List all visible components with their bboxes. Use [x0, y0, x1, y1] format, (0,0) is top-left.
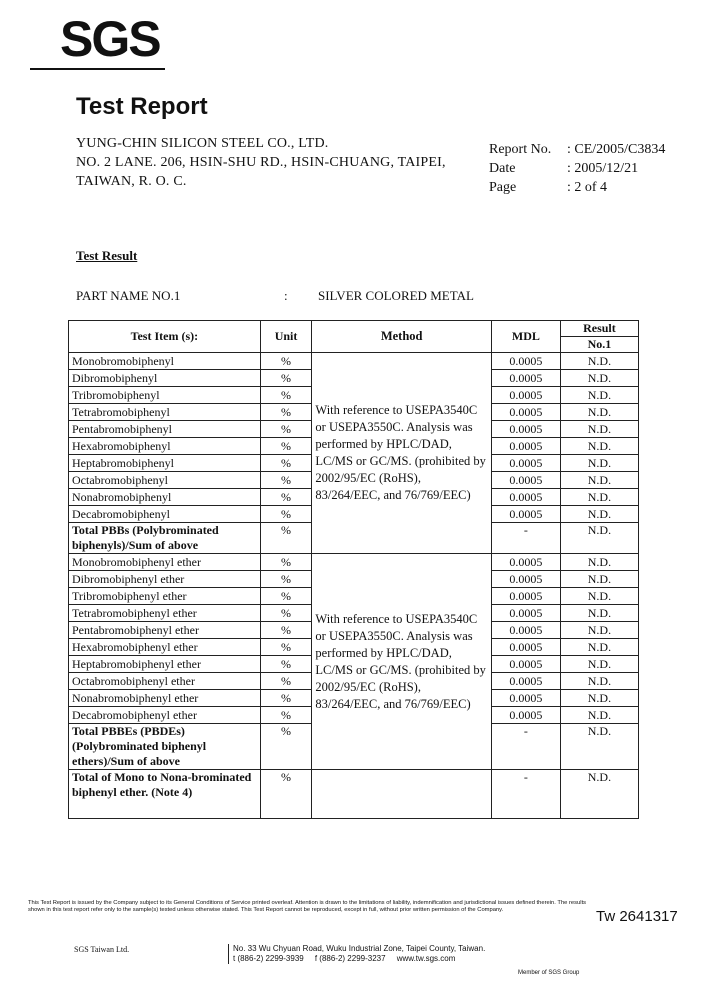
part-name-label: PART NAME NO.1	[76, 288, 181, 303]
unit-cell: %	[260, 770, 312, 819]
footer-address-line: No. 33 Wu Chyuan Road, Wuku Industrial Zone, Taipei County, Taiwan.	[233, 944, 486, 953]
mdl-cell: 0.0005	[491, 387, 560, 404]
mdl-cell: 0.0005	[491, 554, 560, 571]
result-cell: N.D.	[560, 571, 638, 588]
table-row	[69, 554, 639, 571]
result-cell: N.D.	[560, 588, 638, 605]
footer-company: SGS Taiwan Ltd.	[74, 945, 130, 954]
item-cell: Monobromobiphenyl	[69, 353, 261, 370]
report-no-label: Report No.	[489, 142, 552, 157]
unit-cell: %	[260, 571, 312, 588]
item-cell: Nonabromobiphenyl	[69, 489, 261, 506]
result-cell: N.D.	[560, 707, 638, 724]
unit-cell: %	[260, 707, 312, 724]
mdl-cell: 0.0005	[491, 353, 560, 370]
result-cell: N.D.	[560, 690, 638, 707]
unit-cell: %	[260, 690, 312, 707]
mdl-cell: 0.0005	[491, 472, 560, 489]
result-cell: N.D.	[560, 506, 638, 523]
results-body	[69, 353, 639, 819]
part-name-value: SILVER COLORED METAL	[318, 288, 474, 303]
header-result: Result	[560, 321, 638, 337]
result-cell: N.D.	[560, 438, 638, 455]
footer-member: Member of SGS Group	[518, 970, 580, 976]
sgs-logo: SGS	[60, 11, 160, 67]
item-cell: Nonabromobiphenyl ether	[69, 690, 261, 707]
unit-cell: %	[260, 489, 312, 506]
unit-cell: %	[260, 554, 312, 571]
unit-cell: %	[260, 724, 312, 770]
item-cell: Hexabromobiphenyl ether	[69, 639, 261, 656]
result-cell: N.D.	[560, 622, 638, 639]
mdl-cell: 0.0005	[491, 370, 560, 387]
item-cell: Octabromobiphenyl ether	[69, 673, 261, 690]
unit-cell: %	[260, 455, 312, 472]
header-result-sub: No.1	[560, 337, 638, 353]
method-cell-empty	[312, 770, 492, 819]
result-cell: N.D.	[560, 421, 638, 438]
address-line-2: NO. 2 LANE. 206, HSIN-SHU RD., HSIN-CHUANG, TAIPEI,	[76, 155, 446, 170]
page-label: Page	[489, 180, 517, 195]
item-cell: Tribromobiphenyl ether	[69, 588, 261, 605]
footer-terms: This Test Report is issued by the Company subject to its General Conditions of Service printed overleaf. Attention is drawn to the limitations of liability, indemnification and jurisdictional issues defined therein. The results shown in this test report refer only to the sample(s) tested unless otherwise stated. This Test Report cannot be reproduced, except in full, without prior written permission of the Company.	[28, 900, 587, 913]
item-cell: Hexabromobiphenyl	[69, 438, 261, 455]
table-total-row	[69, 770, 639, 819]
total-item-cell: Total PBBEs (PBDEs) (Polybrominated biphenyl ethers)/Sum of above	[69, 724, 261, 770]
item-cell: Heptabromobiphenyl	[69, 455, 261, 472]
mdl-cell: 0.0005	[491, 421, 560, 438]
mdl-cell: 0.0005	[491, 489, 560, 506]
address-line-3: TAIWAN, R. O. C.	[76, 174, 187, 189]
unit-cell: %	[260, 605, 312, 622]
mdl-cell: -	[491, 770, 560, 819]
result-cell: N.D.	[560, 673, 638, 690]
header-unit: Unit	[260, 321, 312, 353]
header-item: Test Item (s):	[69, 321, 261, 353]
unit-cell: %	[260, 639, 312, 656]
result-cell: N.D.	[560, 724, 638, 770]
unit-cell: %	[260, 370, 312, 387]
item-cell: Pentabromobiphenyl	[69, 421, 261, 438]
item-cell: Pentabromobiphenyl ether	[69, 622, 261, 639]
result-cell: N.D.	[560, 639, 638, 656]
mdl-cell: 0.0005	[491, 506, 560, 523]
item-cell: Octabromobiphenyl	[69, 472, 261, 489]
report-no-value: : CE/2005/C3834	[567, 142, 666, 157]
unit-cell: %	[260, 622, 312, 639]
mdl-cell: -	[491, 724, 560, 770]
item-cell: Tribromobiphenyl	[69, 387, 261, 404]
unit-cell: %	[260, 588, 312, 605]
item-cell: Monobromobiphenyl ether	[69, 554, 261, 571]
footer-phone: t (886-2) 2299-3939	[233, 954, 304, 963]
mdl-cell: -	[491, 523, 560, 554]
report-title: Test Report	[76, 93, 208, 120]
unit-cell: %	[260, 438, 312, 455]
mdl-cell: 0.0005	[491, 438, 560, 455]
unit-cell: %	[260, 656, 312, 673]
result-cell: N.D.	[560, 489, 638, 506]
mdl-cell: 0.0005	[491, 622, 560, 639]
unit-cell: %	[260, 523, 312, 554]
method-cell: With reference to USEPA3540C or USEPA3550C. Analysis was performed by HPLC/DAD, LC/MS or GC/MS. (prohibited by 2002/95/EC (RoHS), 83/264/EEC, and 76/769/EEC)	[312, 554, 492, 770]
item-cell: Decabromobiphenyl	[69, 506, 261, 523]
unit-cell: %	[260, 404, 312, 421]
unit-cell: %	[260, 387, 312, 404]
item-cell: Tetrabromobiphenyl	[69, 404, 261, 421]
result-cell: N.D.	[560, 523, 638, 554]
item-cell: Heptabromobiphenyl ether	[69, 656, 261, 673]
logo-underline	[30, 68, 165, 70]
result-cell: N.D.	[560, 387, 638, 404]
unit-cell: %	[260, 472, 312, 489]
address-line-1: YUNG-CHIN SILICON STEEL CO., LTD.	[76, 136, 329, 151]
mdl-cell: 0.0005	[491, 639, 560, 656]
unit-cell: %	[260, 421, 312, 438]
unit-cell: %	[260, 506, 312, 523]
mdl-cell: 0.0005	[491, 404, 560, 421]
date-label: Date	[489, 161, 516, 176]
header-mdl: MDL	[491, 321, 560, 353]
mdl-cell: 0.0005	[491, 605, 560, 622]
footer-web: www.tw.sgs.com	[396, 954, 456, 963]
result-cell: N.D.	[560, 472, 638, 489]
result-cell: N.D.	[560, 370, 638, 387]
result-cell: N.D.	[560, 605, 638, 622]
total-item-cell: Total of Mono to Nona-brominated biphenyl ether. (Note 4)	[69, 770, 261, 819]
item-cell: Tetrabromobiphenyl ether	[69, 605, 261, 622]
mdl-cell: 0.0005	[491, 455, 560, 472]
item-cell: Dibromobiphenyl	[69, 370, 261, 387]
item-cell: Decabromobiphenyl ether	[69, 707, 261, 724]
result-cell: N.D.	[560, 554, 638, 571]
result-cell: N.D.	[560, 404, 638, 421]
mdl-cell: 0.0005	[491, 707, 560, 724]
mdl-cell: 0.0005	[491, 673, 560, 690]
mdl-cell: 0.0005	[491, 656, 560, 673]
section-heading: Test Result	[76, 248, 138, 263]
unit-cell: %	[260, 353, 312, 370]
footer-code: Tw 2641317	[596, 908, 678, 925]
footer-fax: f (886-2) 2299-3237	[314, 954, 386, 963]
method-cell: With reference to USEPA3540C or USEPA3550C. Analysis was performed by HPLC/DAD, LC/MS or GC/MS. (prohibited by 2002/95/EC (RoHS), 83/264/EEC, and 76/769/EEC)	[312, 353, 492, 554]
result-cell: N.D.	[560, 353, 638, 370]
footer-address	[228, 944, 485, 964]
header-method: Method	[312, 321, 492, 353]
mdl-cell: 0.0005	[491, 571, 560, 588]
result-cell: N.D.	[560, 656, 638, 673]
result-cell: N.D.	[560, 455, 638, 472]
unit-cell: %	[260, 673, 312, 690]
part-name-colon: :	[284, 288, 288, 303]
mdl-cell: 0.0005	[491, 588, 560, 605]
result-cell: N.D.	[560, 770, 638, 819]
page-value: : 2 of 4	[567, 180, 608, 195]
total-item-cell: Total PBBs (Polybrominated biphenyls)/Sum of above	[69, 523, 261, 554]
date-value: : 2005/12/21	[567, 161, 639, 176]
mdl-cell: 0.0005	[491, 690, 560, 707]
item-cell: Dibromobiphenyl ether	[69, 571, 261, 588]
results-table	[68, 320, 639, 819]
table-row	[69, 353, 639, 370]
